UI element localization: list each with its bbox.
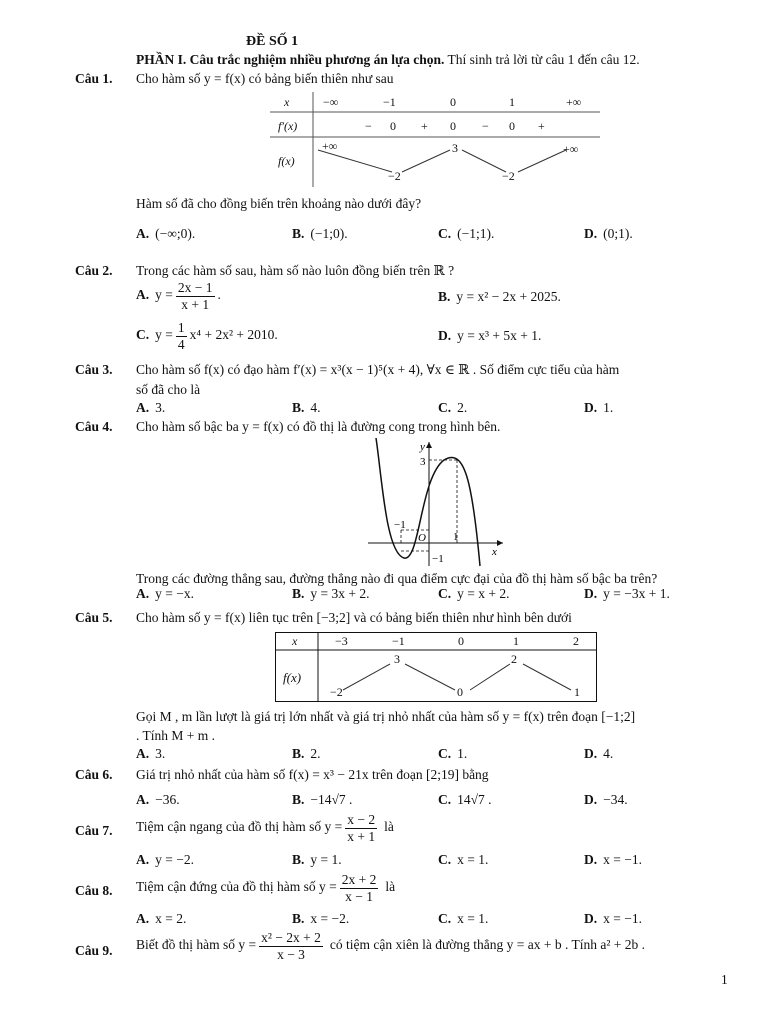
- q5-x-label: x: [292, 634, 298, 648]
- q5-arrow-2: [405, 664, 455, 690]
- q8-option-b[interactable]: B. x = −2.: [292, 911, 350, 926]
- q1-x-value: 1: [509, 95, 515, 109]
- q1-fprime-sign: 0: [509, 119, 515, 133]
- q4-option-b[interactable]: B. y = 3x + 2.: [292, 586, 370, 601]
- q1-fprime-label: f′(x): [278, 119, 298, 133]
- q5-x-value: −1: [392, 634, 405, 648]
- q5-label: Câu 5.: [75, 610, 113, 625]
- q5-f-value: 0: [457, 685, 463, 699]
- tick-label-minus1-x: −1: [394, 519, 406, 531]
- q1-f-value: −2: [388, 169, 401, 183]
- q4-option-a[interactable]: A. y = −x.: [136, 586, 194, 601]
- q1-variation-table: [270, 92, 600, 187]
- q9-text: Biết đồ thị hàm số y = $\frac{\text{x² − 2x + 2}}{x - 3}$ có tiệm cận xiên là đường thẳng y = ax + b . Tính a² + 2b .: [136, 930, 646, 962]
- y-axis-label: y: [420, 441, 425, 453]
- q5-x-value: −3: [335, 634, 348, 648]
- q2-label: Câu 2.: [75, 263, 113, 278]
- tick-label-minus1-y: −1: [432, 553, 444, 565]
- q1-x-value: −∞: [323, 95, 339, 109]
- q1-label: Câu 1.: [75, 71, 113, 86]
- x-axis-arrow-icon: [497, 540, 503, 546]
- q1-option-b[interactable]: B. (−1;0).: [292, 226, 348, 241]
- q3-option-c[interactable]: C. 2.: [438, 400, 468, 415]
- q2-option-d[interactable]: D. y = x³ + 5x + 1.: [438, 328, 542, 343]
- exam-title: ĐỀ SỐ 1: [246, 34, 299, 49]
- q5-text: Cho hàm số y = f(x) liên tục trên [−3;2] và có bảng biến thiên như hình bên dưới: [136, 610, 572, 625]
- q6-text: Giá trị nhỏ nhất của hàm số f(x) = x³ − 21x trên đoạn [2;19] bằng: [136, 767, 489, 782]
- q7-option-b[interactable]: B. y = 1.: [292, 852, 342, 867]
- q7-option-a[interactable]: A. y = −2.: [136, 852, 194, 867]
- q3-text-line1: Cho hàm số f(x) có đạo hàm f′(x) = x³(x − 1)⁵(x + 4), ∀x ∈ ℝ . Số điểm cực tiểu của hàm: [136, 362, 620, 377]
- q1-fprime-sign: −: [482, 119, 489, 133]
- q6-option-b[interactable]: B. −14√7 .: [292, 792, 353, 807]
- q5-option-b[interactable]: B. 2.: [292, 746, 321, 761]
- page-number: 1: [721, 972, 728, 987]
- q3-text-line2: số đã cho là: [136, 382, 201, 397]
- q5-option-a[interactable]: A. 3.: [136, 746, 166, 761]
- q4-option-d[interactable]: D. y = −3x + 1.: [584, 586, 670, 601]
- q8-label: Câu 8.: [75, 883, 113, 898]
- q7-option-d[interactable]: D. x = −1.: [584, 852, 642, 867]
- q1-fprime-sign: +: [421, 119, 428, 133]
- q2-text: Trong các hàm số sau, hàm số nào luôn đồng biến trên ℝ ?: [136, 263, 455, 278]
- q1-option-d[interactable]: D. (0;1).: [584, 226, 633, 241]
- q6-option-c[interactable]: C. 14√7 .: [438, 792, 492, 807]
- tick-label-1: 1: [453, 531, 459, 543]
- q1-arrow-2: [402, 150, 450, 172]
- q2-option-c[interactable]: C. y = $\frac{1}{4}$ x⁴ + 2x² + 2010.: [136, 320, 278, 352]
- q5-f-label: f(x): [283, 670, 302, 685]
- q3-label: Câu 3.: [75, 362, 113, 377]
- cubic-curve: [376, 438, 480, 566]
- q5-f-value: 1: [574, 685, 580, 699]
- q4-question: Trong các đường thẳng sau, đường thẳng nào đi qua điểm cực đại của đồ thị hàm số bậc ba trên?: [136, 571, 658, 586]
- origin-label: O: [418, 532, 426, 544]
- q4-label: Câu 4.: [75, 419, 113, 434]
- q5-arrow-3: [470, 664, 510, 690]
- y-axis-arrow-icon: [426, 442, 432, 448]
- q1-f-label: f(x): [278, 154, 295, 168]
- q7-label: Câu 7.: [75, 823, 113, 838]
- q1-f-value: +∞: [322, 139, 338, 153]
- part-heading: [136, 52, 640, 68]
- q1-f-value: 3: [452, 141, 458, 155]
- q5-arrow-1: [343, 664, 390, 690]
- q1-option-a[interactable]: A. (−∞;0).: [136, 226, 196, 241]
- q1-text: Cho hàm số y = f(x) có bảng biến thiên như sau: [136, 71, 394, 86]
- q4-option-c[interactable]: C. y = x + 2.: [438, 586, 510, 601]
- q8-option-d[interactable]: D. x = −1.: [584, 911, 642, 926]
- q1-fprime-sign: 0: [450, 119, 456, 133]
- q5-f-value: 3: [394, 652, 400, 666]
- q5-x-value: 2: [573, 634, 579, 648]
- q9-label: Câu 9.: [75, 943, 113, 958]
- q1-table-lines: [270, 92, 600, 187]
- q1-arrow-4: [518, 150, 566, 172]
- q5-text2: Gọi M , m lần lượt là giá trị lớn nhất và giá trị nhỏ nhất của hàm số y = f(x) trên đoạn [−1;2]: [136, 709, 636, 724]
- q3-option-d[interactable]: D. 1.: [584, 400, 614, 415]
- q2-option-a[interactable]: A. y = $\frac{2x - 1}{x + 1}$ .: [136, 280, 221, 312]
- q6-label: Câu 6.: [75, 767, 113, 782]
- x-axis-label: x: [492, 546, 497, 558]
- q2-option-b[interactable]: B. y = x² − 2x + 2025.: [438, 289, 561, 304]
- q8-option-c[interactable]: C. x = 1.: [438, 911, 489, 926]
- q1-x-value: 0: [450, 95, 456, 109]
- q1-x-value: −1: [383, 95, 396, 109]
- q1-x-value: +∞: [566, 95, 582, 109]
- q5-option-d[interactable]: D. 4.: [584, 746, 614, 761]
- q5-arrow-4: [523, 664, 571, 690]
- q6-option-d[interactable]: D. −34.: [584, 792, 628, 807]
- q1-option-c[interactable]: C. (−1;1).: [438, 226, 495, 241]
- q1-fprime-sign: +: [538, 119, 545, 133]
- q8-text: Tiệm cận đứng của đồ thị hàm số y = $\frac{2x + 2}{x - 1}$ là: [136, 872, 396, 904]
- q1-x-label: x: [284, 95, 290, 109]
- q5-f-value: 2: [511, 652, 517, 666]
- q1-fprime-sign: 0: [390, 119, 396, 133]
- q1-f-value: −2: [502, 169, 515, 183]
- q6-option-a[interactable]: A. −36.: [136, 792, 180, 807]
- q1-f-value: +∞: [563, 142, 579, 156]
- q1-question: Hàm số đã cho đồng biến trên khoảng nào dưới đây?: [136, 196, 422, 211]
- q3-option-b[interactable]: B. 4.: [292, 400, 321, 415]
- part-heading-rest: Thí sinh trả lời từ câu 1 đến câu 12.: [444, 52, 640, 67]
- q5-x-value: 0: [458, 634, 464, 648]
- q1-fprime-sign: −: [365, 119, 372, 133]
- tick-label-3: 3: [420, 456, 426, 468]
- q7-text: Tiệm cận ngang của đồ thị hàm số y = $\frac{x - 2}{x + 1}$ là: [136, 812, 394, 844]
- q5-table-lines: [275, 632, 597, 702]
- q4-text: Cho hàm số bậc ba y = f(x) có đồ thị là đường cong trong hình bên.: [136, 419, 501, 434]
- q1-arrow-3: [462, 150, 506, 172]
- q5-text3: . Tính M + m .: [136, 728, 215, 743]
- q5-f-value: −2: [330, 685, 343, 699]
- q5-x-value: 1: [513, 634, 519, 648]
- q5-variation-table: [275, 632, 597, 702]
- q8-option-a[interactable]: A. x = 2.: [136, 911, 187, 926]
- q4-cubic-graph: [368, 438, 508, 568]
- q5-option-c[interactable]: C. 1.: [438, 746, 468, 761]
- part-heading-bold: PHẦN I. Câu trắc nghiệm nhiều phương án lựa chọn.: [136, 52, 445, 67]
- q3-option-a[interactable]: A. 3.: [136, 400, 166, 415]
- q7-option-c[interactable]: C. x = 1.: [438, 852, 489, 867]
